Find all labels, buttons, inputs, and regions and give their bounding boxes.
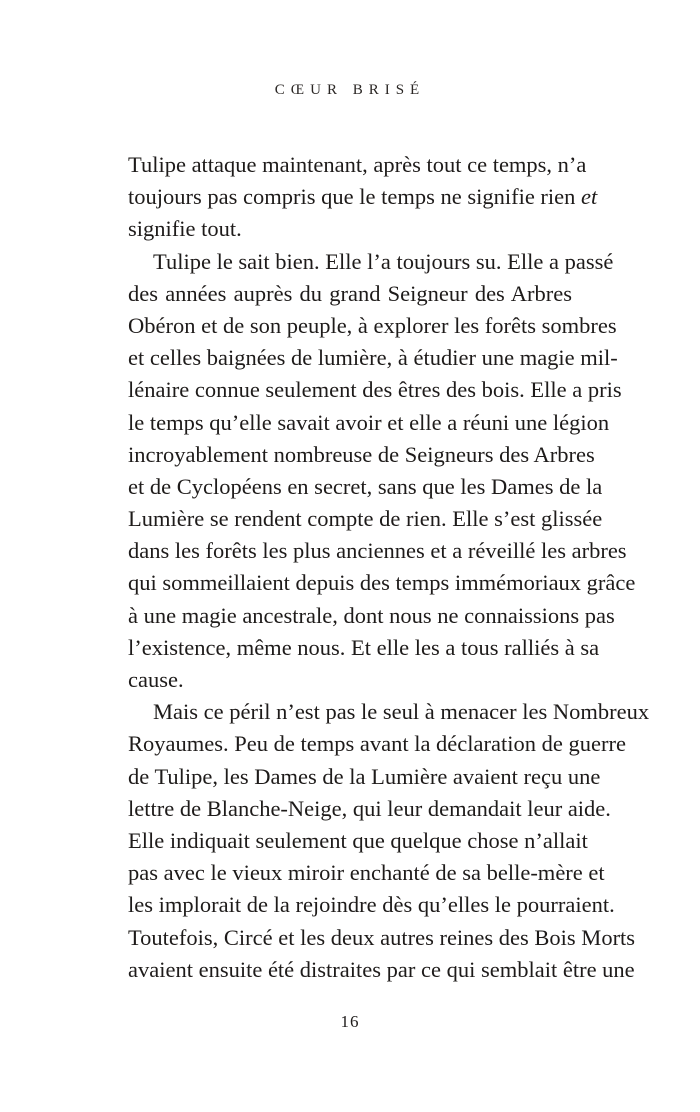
paragraph — [128, 149, 598, 246]
line-text: qui sommeillaient depuis des temps immémoriaux grâce — [128, 570, 636, 596]
line-text: Tulipe le sait bien. Elle l’a toujours su. Elle a passé — [153, 248, 614, 274]
line-text: dans les forêts les plus anciennes et a réveillé les arbres — [128, 538, 627, 564]
text-line — [128, 696, 650, 728]
line-text: Lumière se rendent compte de rien. Elle s’est glissée — [128, 506, 603, 532]
line-text: cause. — [128, 667, 184, 692]
paragraph — [128, 246, 636, 697]
line-text: signifie tout. — [128, 216, 242, 242]
text-line — [128, 503, 603, 535]
text-line — [128, 889, 615, 921]
text-line — [128, 761, 601, 793]
line-text: toujours pas compris que le temps ne signifie rien — [128, 184, 576, 210]
text-line — [128, 793, 611, 825]
text-line — [128, 342, 618, 374]
text-line — [128, 600, 615, 632]
text-line — [128, 213, 572, 245]
line-text: pas avec le vieux miroir enchanté de sa belle-mère et — [128, 860, 605, 886]
running-header: CŒUR BRISÉ — [274, 82, 426, 98]
text-line — [128, 535, 627, 567]
line-text: Tulipe attaque maintenant, après tout ce temps, n’a — [128, 152, 587, 177]
line-text: à une magie ancestrale, dont nous ne connaissions pas — [128, 602, 615, 628]
italic-text: et — [581, 184, 598, 210]
text-line — [128, 567, 636, 599]
line-text: lénaire connue seulement des êtres des bois. Elle a pris — [128, 377, 622, 403]
line-text: Royaumes. Peu de temps avant la déclaration de guerre — [128, 731, 626, 757]
text-line — [128, 632, 600, 664]
line-text: et celles baignées de lumière, à étudier une magie mil- — [128, 345, 618, 371]
text-line — [128, 278, 572, 310]
line-text: Toutefois, Circé et les deux autres reines des Bois Morts — [128, 924, 636, 950]
line-text: le temps qu’elle savait avoir et elle a réuni une légion — [128, 409, 610, 435]
text-line — [128, 181, 598, 213]
text-line — [128, 857, 605, 889]
text-line — [128, 922, 636, 954]
line-text: lettre de Blanche-Neige, qui leur demandait leur aide. — [128, 795, 611, 821]
line-text: avaient ensuite été distraites par ce qui semblait être une — [128, 956, 635, 982]
line-text: l’existence, même nous. Et elle les a tous ralliés à sa — [128, 634, 600, 660]
line-text: Elle indiquait seulement que quelque chose n’allait — [128, 827, 588, 853]
text-line — [128, 728, 626, 760]
line-text: et de Cyclopéens en secret, sans que les Dames de la — [128, 473, 603, 499]
text-line — [128, 954, 635, 986]
text-line — [128, 407, 610, 439]
line-text: Obéron et de son peuple, à explorer les forêts sombres — [128, 312, 617, 338]
text-line — [128, 439, 595, 471]
text-line — [128, 825, 588, 857]
page-number: 16 — [340, 1012, 360, 1031]
text-line — [128, 374, 622, 406]
line-text: des années auprès du grand Seigneur des Arbres — [128, 280, 572, 306]
line-text: les implorait de la rejoindre dès qu’elles le pourraient. — [128, 892, 615, 918]
line-text: de Tulipe, les Dames de la Lumière avaient reçu une — [128, 763, 601, 789]
text-line — [128, 310, 617, 342]
line-text: incroyablement nombreuse de Seigneurs des Arbres — [128, 441, 595, 467]
line-text: Mais ce péril n’est pas le seul à menacer les Nombreux — [153, 699, 650, 725]
text-line — [128, 149, 587, 181]
text-line — [128, 664, 572, 696]
body-text — [128, 149, 650, 986]
text-line — [128, 471, 603, 503]
paragraph — [128, 696, 650, 986]
text-line — [128, 246, 614, 278]
